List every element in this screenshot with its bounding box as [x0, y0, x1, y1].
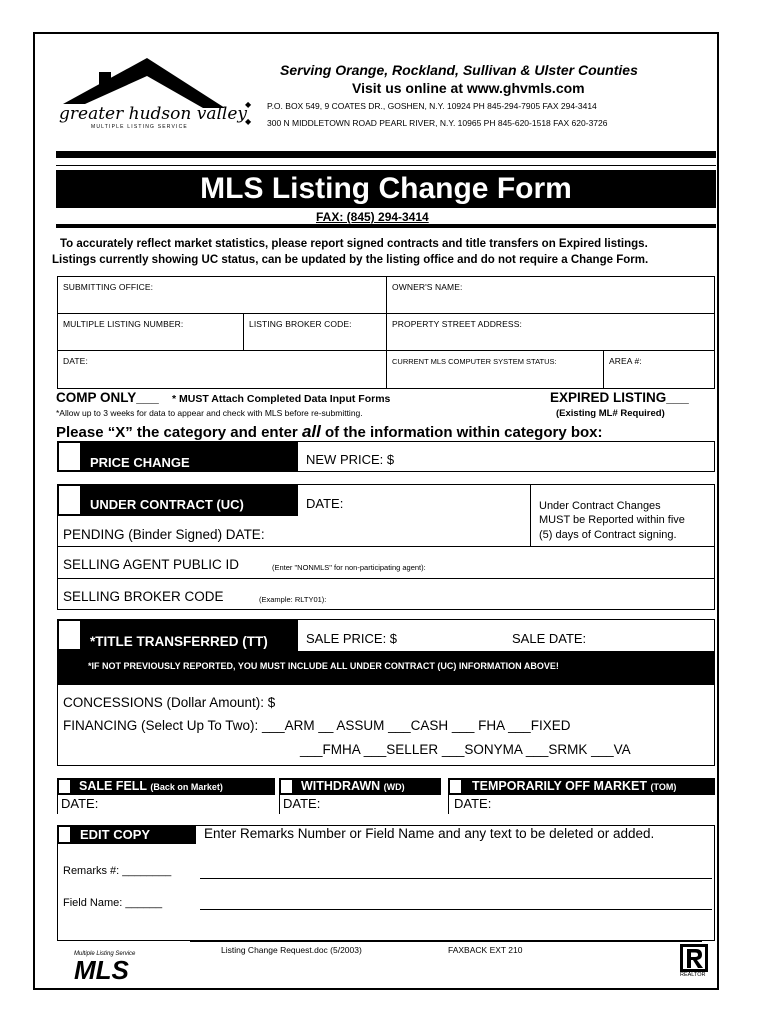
intro-line-1: To accurately reflect market statistics, please report signed contracts and title transfers on Expired listings.: [60, 238, 648, 250]
withdrawn-checkbox[interactable]: [280, 779, 293, 794]
intro-line-2: Listings currently showing UC status, can be updated by the listing office and do not require a Change Form.: [52, 254, 649, 266]
under-contract-checkbox[interactable]: [58, 485, 81, 515]
doc-reference: Listing Change Request.doc (5/2003): [221, 945, 362, 955]
sale-fell-left-rule: [57, 795, 58, 814]
date-field[interactable]: DATE:: [63, 356, 88, 366]
sale-fell-label: SALE FELL: [79, 779, 147, 793]
bullet-icon: ◆: [245, 100, 252, 109]
grid-vline: [386, 276, 387, 389]
sale-fell-checkbox[interactable]: [58, 779, 71, 794]
header-thin-rule: [56, 165, 716, 166]
header-rule: [56, 151, 716, 158]
under-contract-title: UNDER CONTRACT (UC): [90, 497, 244, 512]
grid-hline: [57, 350, 715, 351]
realtor-text: REALTOR: [680, 972, 706, 978]
tom-left-rule: [448, 795, 449, 814]
faxback-ext: FAXBACK EXT 210: [448, 945, 523, 955]
sale-fell-suffix: (Back on Market): [150, 782, 223, 792]
form-title: MLS Listing Change Form: [200, 172, 572, 205]
withdrawn-left-rule: [279, 795, 280, 814]
tom-title: [472, 779, 676, 793]
uc-divider: [57, 578, 715, 579]
remarks-number-field[interactable]: Remarks #: ________: [63, 865, 172, 877]
uc-note-line-1: Under Contract Changes: [539, 500, 661, 512]
instruction-part-2: of the information within category box:: [320, 424, 603, 441]
field-name-field[interactable]: Field Name: ______: [63, 897, 163, 909]
logo-text: greater hudson valley: [59, 104, 247, 124]
grid-hline: [57, 313, 715, 314]
logo-subtext: MULTIPLE LISTING SERVICE: [91, 124, 188, 130]
remarks-text-line[interactable]: [200, 878, 712, 879]
realtor-r-icon: [680, 944, 708, 972]
title-transferred-title: *TITLE TRANSFERRED (TT): [90, 634, 268, 649]
serving-counties: Serving Orange, Rockland, Sullivan & Ulster Counties: [280, 62, 638, 78]
company-logo: [55, 52, 247, 132]
expired-listing-label[interactable]: EXPIRED LISTING___: [550, 390, 689, 405]
mls-footer-small: Multiple Listing Service: [74, 951, 136, 957]
tom-label: TEMPORARILY OFF MARKET: [472, 779, 648, 793]
financing-line-1[interactable]: FINANCING (Select Up To Two): ___ARM __ ASSUM ___CASH ___ FHA ___FIXED: [63, 718, 571, 733]
address-line-2: 300 N MIDDLETOWN ROAD PEARL RIVER, N.Y. 10965 PH 845-620-1518 FAX 620-3726: [267, 118, 608, 128]
mls-number-field[interactable]: MULTIPLE LISTING NUMBER:: [63, 319, 184, 329]
new-price-field[interactable]: NEW PRICE: $: [306, 452, 395, 467]
price-change-title: PRICE CHANGE: [90, 455, 190, 470]
title-under-rule: [56, 224, 716, 228]
concessions-field[interactable]: CONCESSIONS (Dollar Amount): $: [63, 695, 276, 710]
mls-footer-logo: MLS: [74, 955, 129, 985]
broker-code-field[interactable]: LISTING BROKER CODE:: [249, 319, 352, 329]
address-line-1: P.O. BOX 549, 9 COATES DR., GOSHEN, N.Y. 10924 PH 845-294-7905 FAX 294-3414: [267, 101, 597, 111]
website-line: Visit us online at www.ghvmls.com: [352, 80, 585, 96]
tom-box: [448, 778, 715, 814]
title-transferred-checkbox[interactable]: [58, 620, 81, 650]
submitting-office-field[interactable]: SUBMITTING OFFICE:: [63, 282, 154, 292]
withdrawn-date[interactable]: DATE:: [283, 796, 321, 811]
uc-date-field[interactable]: DATE:: [306, 496, 344, 511]
selling-agent-note: (Enter "NONMLS" for non-participating agent):: [272, 563, 426, 572]
field-name-text-line[interactable]: [200, 909, 712, 910]
system-status-field[interactable]: CURRENT MLS COMPUTER SYSTEM STATUS:: [392, 357, 557, 366]
withdrawn-box: [279, 778, 441, 814]
grid-vline: [243, 313, 244, 351]
area-field[interactable]: AREA #:: [609, 356, 642, 366]
category-instruction: [56, 422, 603, 442]
instruction-part-1: Please “X” the category and enter: [56, 424, 302, 441]
edit-copy-instruction: Enter Remarks Number or Field Name and any text to be deleted or added.: [204, 826, 655, 841]
tom-checkbox[interactable]: [449, 779, 462, 794]
selling-broker-label[interactable]: SELLING BROKER CODE: [63, 589, 224, 604]
tt-warning: *IF NOT PREVIOUSLY REPORTED, YOU MUST INCLUDE ALL UNDER CONTRACT (UC) INFORMATION ABOVE!: [88, 661, 559, 671]
uc-note-box: [530, 484, 531, 546]
withdrawn-suffix: (WD): [383, 782, 405, 792]
owners-name-field[interactable]: OWNER'S NAME:: [392, 282, 463, 292]
fax-number: FAX: (845) 294-3414: [316, 210, 429, 224]
comp-only-label[interactable]: COMP ONLY___: [56, 390, 159, 405]
instruction-emphasis: all: [301, 422, 321, 441]
withdrawn-title: [301, 779, 405, 793]
expired-listing-note: (Existing ML# Required): [556, 408, 665, 419]
financing-line-2[interactable]: ___FMHA ___SELLER ___SONYMA ___SRMK ___VA: [300, 742, 631, 757]
grid-vline: [603, 350, 604, 389]
comp-only-note: * MUST Attach Completed Data Input Forms: [172, 393, 391, 405]
tom-date[interactable]: DATE:: [454, 796, 492, 811]
uc-divider: [57, 546, 715, 547]
selling-broker-note: (Example: RLTY01):: [259, 595, 327, 604]
uc-note-line-2: MUST be Reported within five: [539, 514, 685, 526]
sale-date-field[interactable]: SALE DATE:: [512, 631, 587, 646]
street-address-field[interactable]: PROPERTY STREET ADDRESS:: [392, 319, 522, 329]
sale-fell-box: [57, 778, 275, 814]
sale-fell-title: [79, 779, 223, 793]
comp-only-allow: *Allow up to 3 weeks for data to appear and check with MLS before re-submitting.: [56, 408, 363, 418]
pending-date-field[interactable]: PENDING (Binder Signed) DATE:: [63, 527, 265, 542]
edit-copy-checkbox[interactable]: [58, 826, 71, 843]
footer-rule: [190, 941, 702, 942]
price-change-checkbox[interactable]: [58, 442, 81, 471]
tom-suffix: (TOM): [650, 782, 677, 792]
selling-agent-label[interactable]: SELLING AGENT PUBLIC ID: [63, 557, 240, 572]
bullet-icon: ◆: [245, 117, 252, 126]
withdrawn-label: WITHDRAWN: [301, 779, 381, 793]
realtor-logo-icon: [680, 944, 708, 978]
edit-copy-title: EDIT COPY: [80, 827, 151, 842]
uc-note-line-3: (5) days of Contract signing.: [539, 529, 677, 541]
sale-price-field[interactable]: SALE PRICE: $: [306, 631, 398, 646]
sale-fell-date[interactable]: DATE:: [61, 796, 99, 811]
